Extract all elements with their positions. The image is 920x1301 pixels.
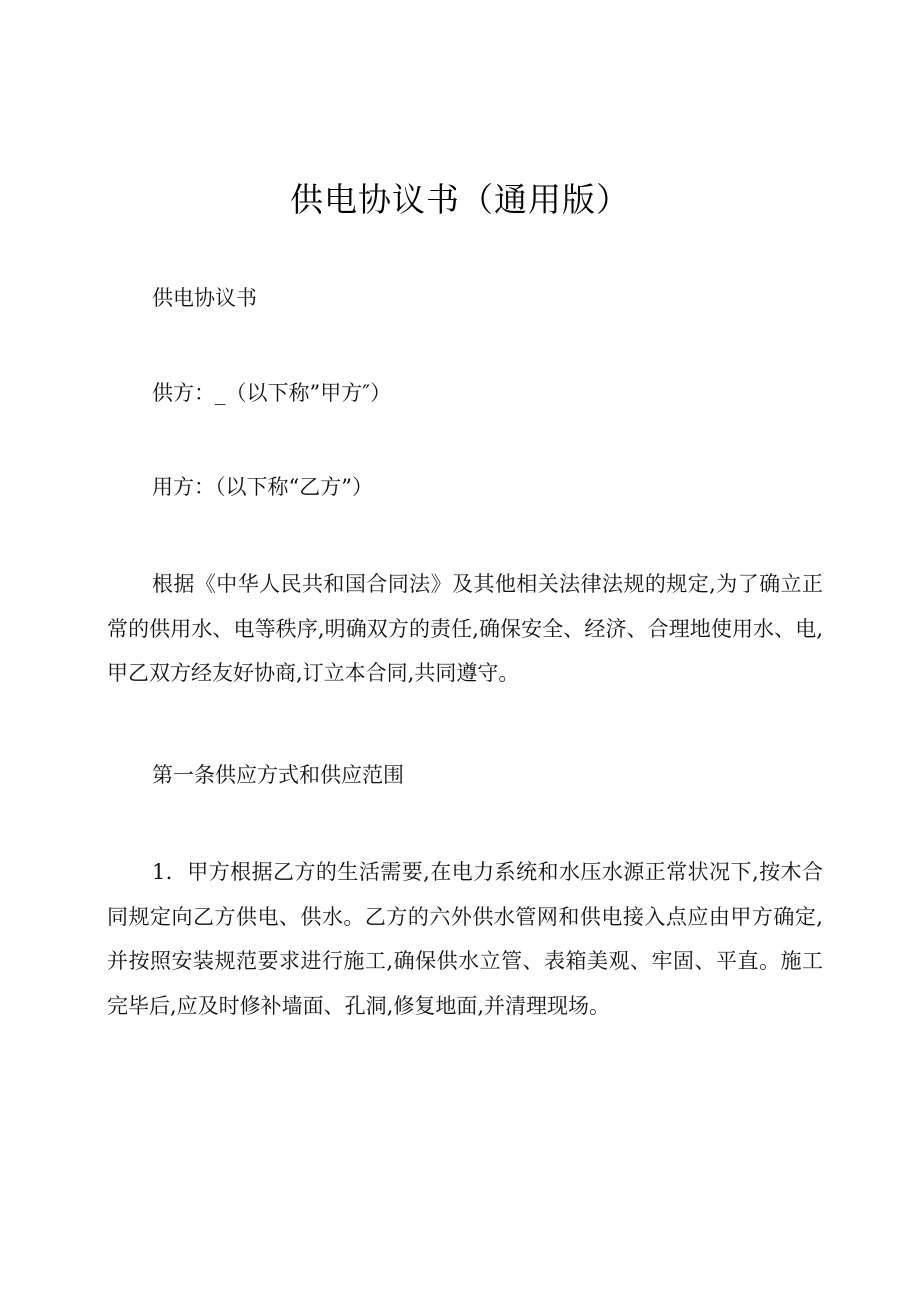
document-subtitle: 供电协议书 (152, 286, 257, 310)
preamble-paragraph: 根据《中华人民共和国合同法》及其他相关法律法规的规定,为了确立正常的供用水、电等秩序,明确双方的责任,确保安全、经济、合理地使用水、电,甲乙双方经友好协商,订立本合同,共同遵守。 (107, 572, 823, 685)
party-a-line: 供方：_（以下称”甲方″） (152, 381, 392, 405)
clause-1-paragraph: 1．甲方根据乙方的生活需要,在电力系统和水压水源正常状况下,按木合同规定向乙方供电、供水。乙方的六外供水管网和供电接入点应由甲方确定,并按照安装规范要求进行施工,确保供水立管、表箱美观、牢固、平直。施工完毕后,应及时修补墙面、孔洞,修复地面,并清理现场。 (107, 860, 823, 1018)
party-b-line: 用方：（以下称“乙方”） (152, 475, 373, 499)
article-1-heading: 第一条供应方式和供应范围 (152, 763, 404, 787)
document-title: 供电协议书（通用版） (290, 180, 630, 219)
